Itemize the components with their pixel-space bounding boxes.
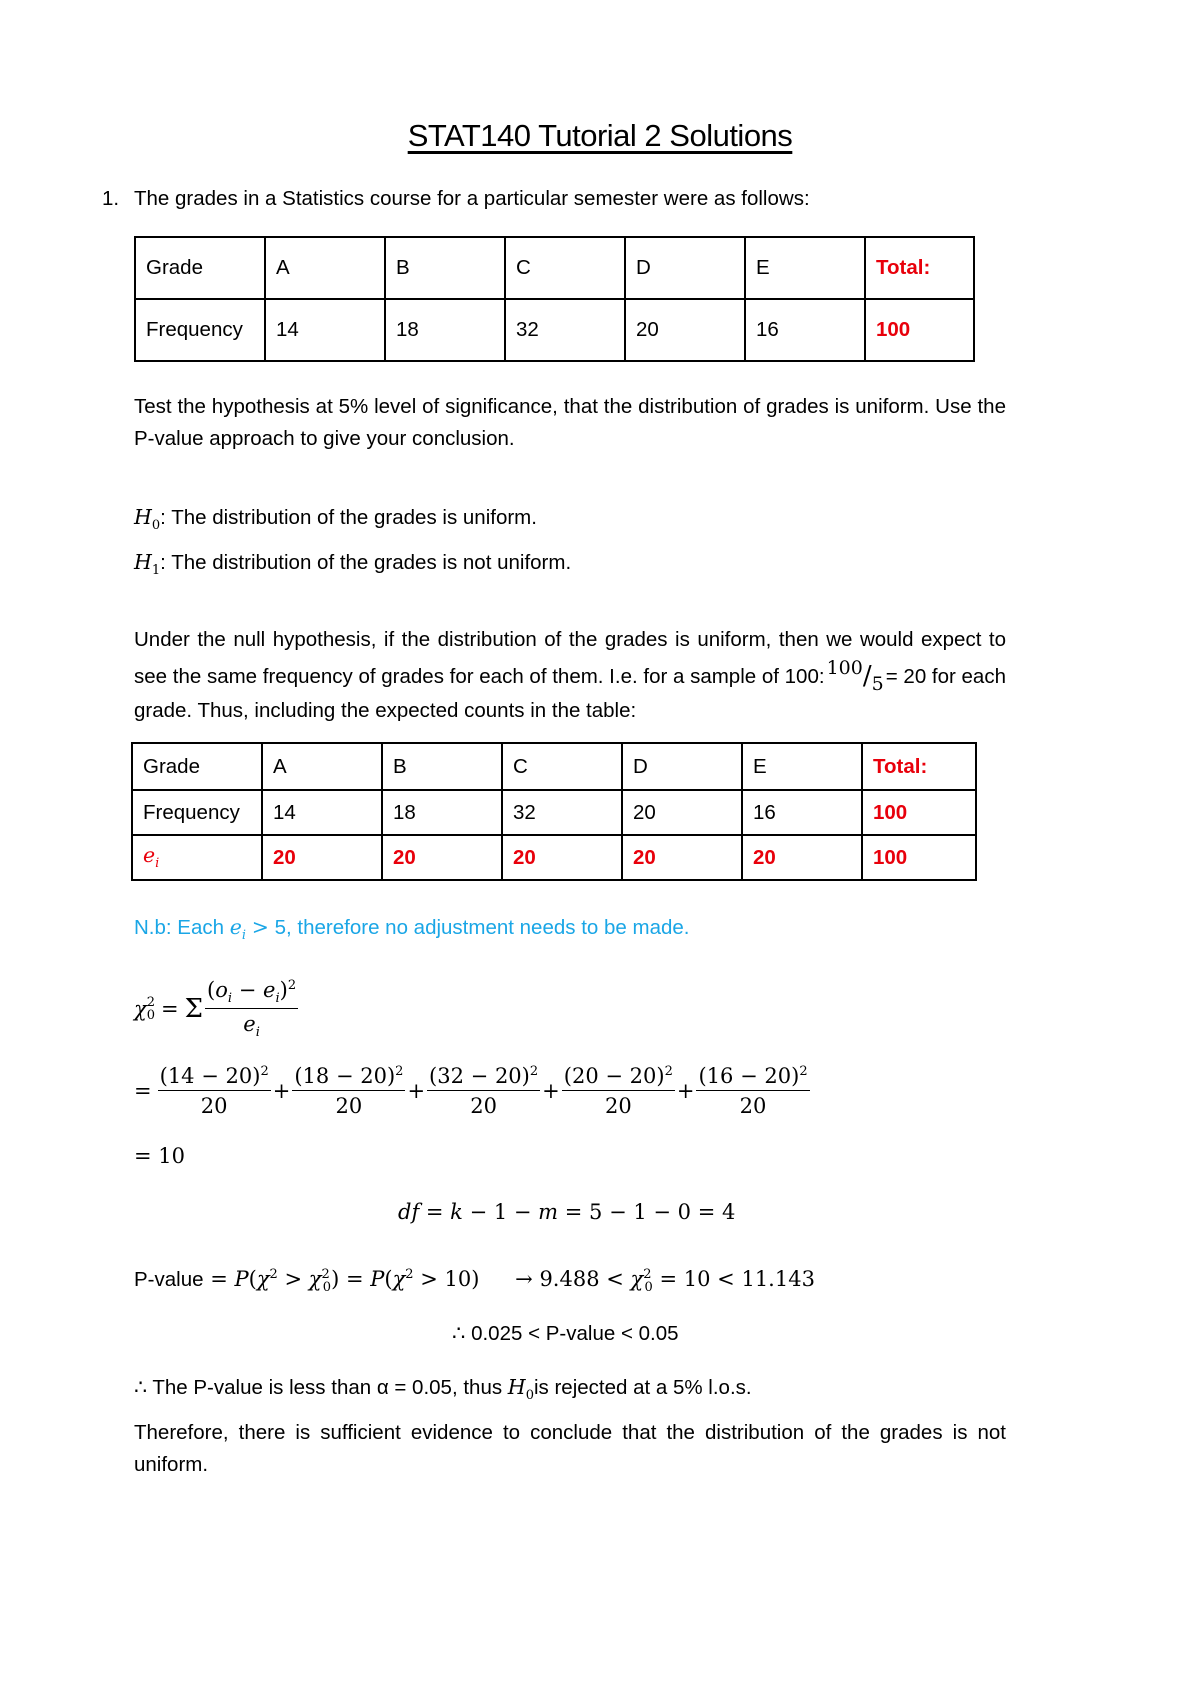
conclusion-line-3: uniform.	[134, 1453, 209, 1476]
p-value-range: ∴ 0.025 < P-value < 0.05	[452, 1321, 679, 1345]
frequency-cell: 14	[265, 299, 385, 361]
grade-cell: C	[505, 237, 625, 299]
fraction-100-over-5: 100/5	[826, 657, 884, 695]
term-fraction: $\frac{(20 - 20)^2}{20}$	[563, 1064, 673, 1118]
frequency-cell: 16	[745, 299, 865, 361]
row-label: Frequency	[132, 790, 262, 835]
frequency-cell: 18	[382, 790, 502, 835]
row-label: Frequency	[135, 299, 265, 361]
grade-cell: A	[265, 237, 385, 299]
alternative-hypothesis: $H_1$: The distribution of the grades is not uniform.	[134, 550, 572, 579]
expected-cell: 20	[262, 835, 382, 880]
total-value: 100	[865, 299, 974, 361]
grade-cell: A	[262, 743, 382, 790]
frequency-cell: 20	[625, 299, 745, 361]
expectation-line-1: Under the null hypothesis, if the distribution of the grades is uniform, then we would expect to	[134, 628, 1006, 651]
expected-cell: 20	[742, 835, 862, 880]
question-intro: The grades in a Statistics course for a particular semester were as follows:	[134, 187, 810, 210]
chi-square-formula: χ 2 0 = Σ $\frac{(o_i - e_i)^2}{e_i}$	[134, 978, 297, 1041]
term-fraction: $\frac{(14 - 20)^2}{20}$	[159, 1064, 269, 1118]
frequency-cell: 14	[262, 790, 382, 835]
frequency-cell: 32	[505, 299, 625, 361]
grade-cell: D	[625, 237, 745, 299]
h0-symbol: $H_0$	[134, 505, 161, 534]
total-expected: 100	[862, 835, 976, 880]
task-line-1: Test the hypothesis at 5% level of significance, that the distribution of grades is uniform. Use the	[134, 395, 1006, 418]
grade-cell: E	[742, 743, 862, 790]
chi-square-result: = 10	[134, 1144, 185, 1168]
expectation-line-3: grade. Thus, including the expected counts in the table:	[134, 699, 637, 722]
grades-table	[134, 236, 975, 362]
grade-cell: B	[382, 743, 502, 790]
page-title: STAT140 Tutorial 2 Solutions	[407, 118, 793, 153]
grade-cell: E	[745, 237, 865, 299]
term-fraction: $\frac{(32 - 20)^2}{20}$	[429, 1064, 539, 1118]
expected-row-label: $e_i$	[132, 835, 262, 880]
row-label: Grade	[135, 237, 265, 299]
task-line-2: P-value approach to give your conclusion.	[134, 427, 515, 450]
term-fraction: $\frac{(18 - 20)^2}{20}$	[294, 1064, 404, 1118]
total-label: Total:	[862, 743, 976, 790]
expected-cell: 20	[382, 835, 502, 880]
conclusion-line-1: ∴ The P-value is less than α = 0.05, thus $H_0is$ rejected at a 5% l.o.s.	[134, 1375, 752, 1404]
expectation-line-2: see the same frequency of grades for each of them. I.e. for a sample of 100: 100/5 = 20 for each	[134, 657, 1006, 695]
conclusion-line-2: Therefore, there is sufficient evidence to conclude that the distribution of the grades is not	[134, 1421, 1006, 1444]
row-label: Grade	[132, 743, 262, 790]
grade-cell: D	[622, 743, 742, 790]
total-frequency: 100	[862, 790, 976, 835]
expected-counts-table	[131, 742, 977, 881]
expected-cell: 20	[622, 835, 742, 880]
p-value-line: P-value = $P(\chi^2 > \chi^2_0) = P(\chi^2 > 10) \to 9.488 < \chi^2_0 = 10 < 11.143$	[134, 1267, 815, 1296]
grade-cell: B	[385, 237, 505, 299]
expected-cell: 20	[502, 835, 622, 880]
chi-square-expansion: = $\frac{(14 - 20)^2}{20}$ + $\frac{(18 - 20)^2}{20}$ + $\frac{(32 - 20)^2}{20}$ + $\frac{(20 - 20)^2}{20}$ + $\frac{(16 - 20)^2}{20}$	[134, 1064, 808, 1118]
frequency-cell: 18	[385, 299, 505, 361]
frequency-cell: 32	[502, 790, 622, 835]
term-fraction: $\frac{(16 - 20)^2}{20}$	[698, 1064, 808, 1118]
frequency-cell: 20	[622, 790, 742, 835]
degrees-of-freedom: df = k − 1 − m = 5 − 1 − 0 = 4	[398, 1200, 736, 1224]
grade-cell: C	[502, 743, 622, 790]
h1-symbol: $H_1$	[134, 550, 161, 579]
total-label: Total:	[865, 237, 974, 299]
question-number: 1.	[102, 187, 120, 210]
null-hypothesis: $H_0$: The distribution of the grades is uniform.	[134, 505, 537, 534]
frequency-cell: 16	[742, 790, 862, 835]
adjustment-note: N.b: Each $e_i > 5$, therefore no adjustment needs to be made.	[134, 915, 690, 944]
